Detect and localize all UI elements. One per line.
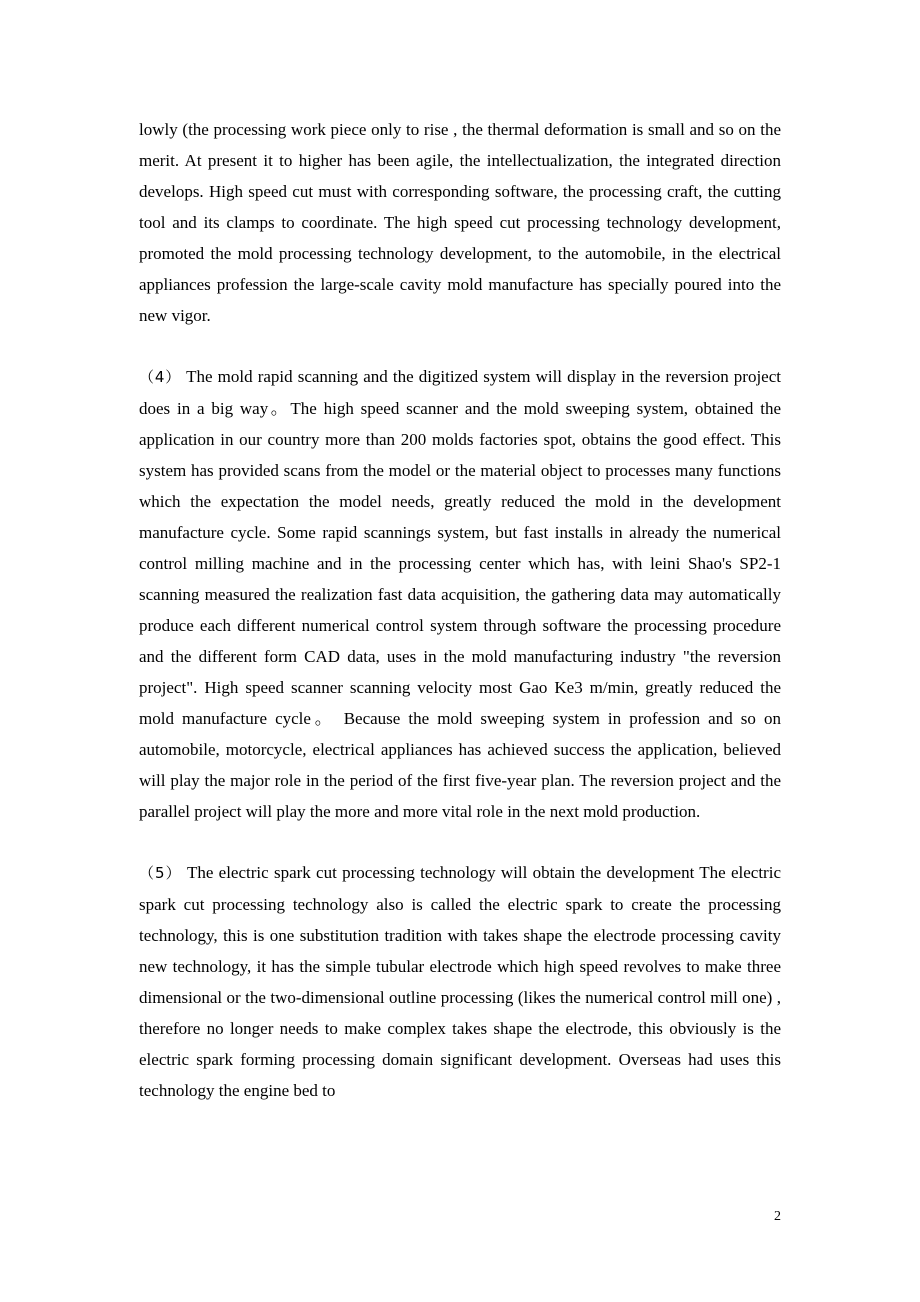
page-number: 2	[774, 1209, 781, 1224]
list-marker: （4）	[139, 368, 182, 386]
paragraph-continuation	[139, 114, 781, 331]
paragraph-text: The mold rapid scanning and the digitized system will display in the reversion project does in a big way。The high speed scanner and the mold sweeping system, obtained the application in our country more than 200 molds factories spot, obtains the good effect. This system has provided scans from the model or the material object to processes many functions which the expectation the model needs, greatly reduced the mold in the development manufacture cycle. Some rapid scannings system, but fast installs in already the numerical control milling machine and in the processing center which has, with leini Shao's SP2-1 scanning measured the realization fast data acquisition, the gathering data may automatically produce each different numerical control system through software the processing procedure and the different form CAD data, uses in the mold manufacturing industry "the reversion project". High speed scanner scanning velocity most Gao Ke3 m/min, greatly reduced the mold manufacture cycle。 Because the mold sweeping system in profession and so on automobile, motorcycle, electrical appliances has achieved success the application, believed will play the major role in the period of the first five-year plan. The reversion project and the parallel project will play the more and more vital role in the next mold production.	[139, 367, 781, 821]
paragraph-item-5	[139, 857, 781, 1106]
paragraph-text: lowly (the processing work piece only to rise , the thermal deformation is small and so on the merit. At present it to higher has been agile, the intellectualization, the integrated direction develops. High speed cut must with corresponding software, the processing craft, the cutting tool and its clamps to coordinate. The high speed cut processing technology development, promoted the mold processing technology development, to the automobile, in the electrical appliances profession the large-scale cavity mold manufacture has specially poured into the new vigor.	[139, 120, 781, 325]
paragraph-text: The electric spark cut processing technology will obtain the development The electric spark cut processing technology also is called the electric spark to create the processing technology, this is one substitution tradition with takes shape the electrode processing cavity new technology, it has the simple tubular electrode which high speed revolves to make three dimensional or the two-dimensional outline processing (likes the numerical control mill one) , therefore no longer needs to make complex takes shape the electrode, this obviously is the electric spark forming processing domain significant development. Overseas had uses this technology the engine bed to	[139, 863, 781, 1100]
document-body	[139, 114, 781, 1106]
list-marker: （5）	[139, 864, 182, 882]
paragraph-item-4	[139, 361, 781, 827]
